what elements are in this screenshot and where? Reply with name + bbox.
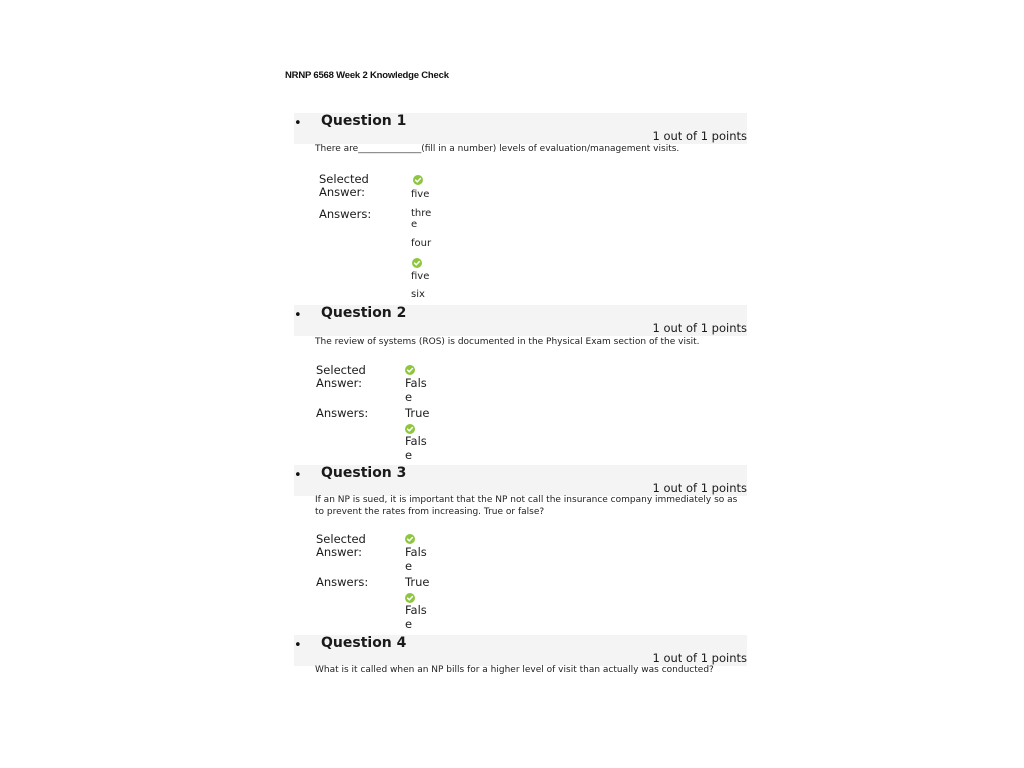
question-text: The review of systems (ROS) is documented in the Physical Exam section of the visit. [315, 337, 700, 347]
selected-answer-label: Selected Answer: [316, 532, 366, 559]
question-2 [293, 305, 747, 463]
question-title: Question 4 [321, 635, 407, 651]
question-points: 1 out of 1 points [652, 321, 747, 335]
answer-option: three [411, 208, 432, 230]
answer-option-correct: False [405, 603, 427, 631]
correct-check-icon [405, 593, 415, 603]
question-text: If an NP is sued, it is important that the NP not call the insurance company immediately so as to prevent the rates from increasing. True or false? [315, 495, 738, 517]
document-title: NRNP 6568 Week 2 Knowledge Check [285, 70, 449, 81]
question-header [294, 465, 747, 496]
selected-answer-label: Selected Answer: [316, 363, 366, 390]
selected-answer-value: five [411, 189, 430, 200]
question-header [294, 305, 747, 336]
question-text: There are______________(fill in a number) levels of evaluation/management visits. [315, 144, 680, 154]
question-title: Question 2 [321, 305, 407, 321]
bullet: • [294, 468, 302, 483]
question-4 [293, 635, 747, 685]
answers-label: Answers: [319, 207, 372, 221]
answer-option: six [411, 289, 425, 300]
answer-option: True [405, 575, 430, 589]
question-header [294, 113, 747, 144]
question-title: Question 3 [321, 465, 407, 481]
correct-check-icon [412, 258, 422, 268]
question-points: 1 out of 1 points [652, 129, 747, 143]
selected-answer-value: False [405, 376, 427, 404]
question-title: Question 1 [321, 113, 407, 129]
question-3 [293, 465, 747, 633]
correct-check-icon [405, 534, 415, 544]
bullet: • [294, 638, 302, 653]
question-points: 1 out of 1 points [652, 481, 747, 495]
bullet: • [294, 308, 302, 323]
answers-label: Answers: [316, 575, 369, 589]
correct-check-icon [405, 365, 415, 375]
question-1 [293, 113, 747, 303]
question-header [294, 635, 747, 666]
correct-check-icon [405, 424, 415, 434]
question-text: What is it called when an NP bills for a higher level of visit than actually was conducted? [315, 665, 714, 675]
selected-answer-label: Selected Answer: [319, 172, 369, 199]
answer-option: True [405, 406, 430, 420]
answer-option: four [411, 238, 432, 249]
bullet: • [294, 116, 302, 131]
correct-check-icon [413, 175, 423, 185]
selected-answer-value: False [405, 545, 427, 573]
answers-label: Answers: [316, 406, 369, 420]
answer-option-correct: False [405, 434, 427, 462]
question-points: 1 out of 1 points [652, 651, 747, 665]
answer-option-correct: five [411, 271, 430, 282]
